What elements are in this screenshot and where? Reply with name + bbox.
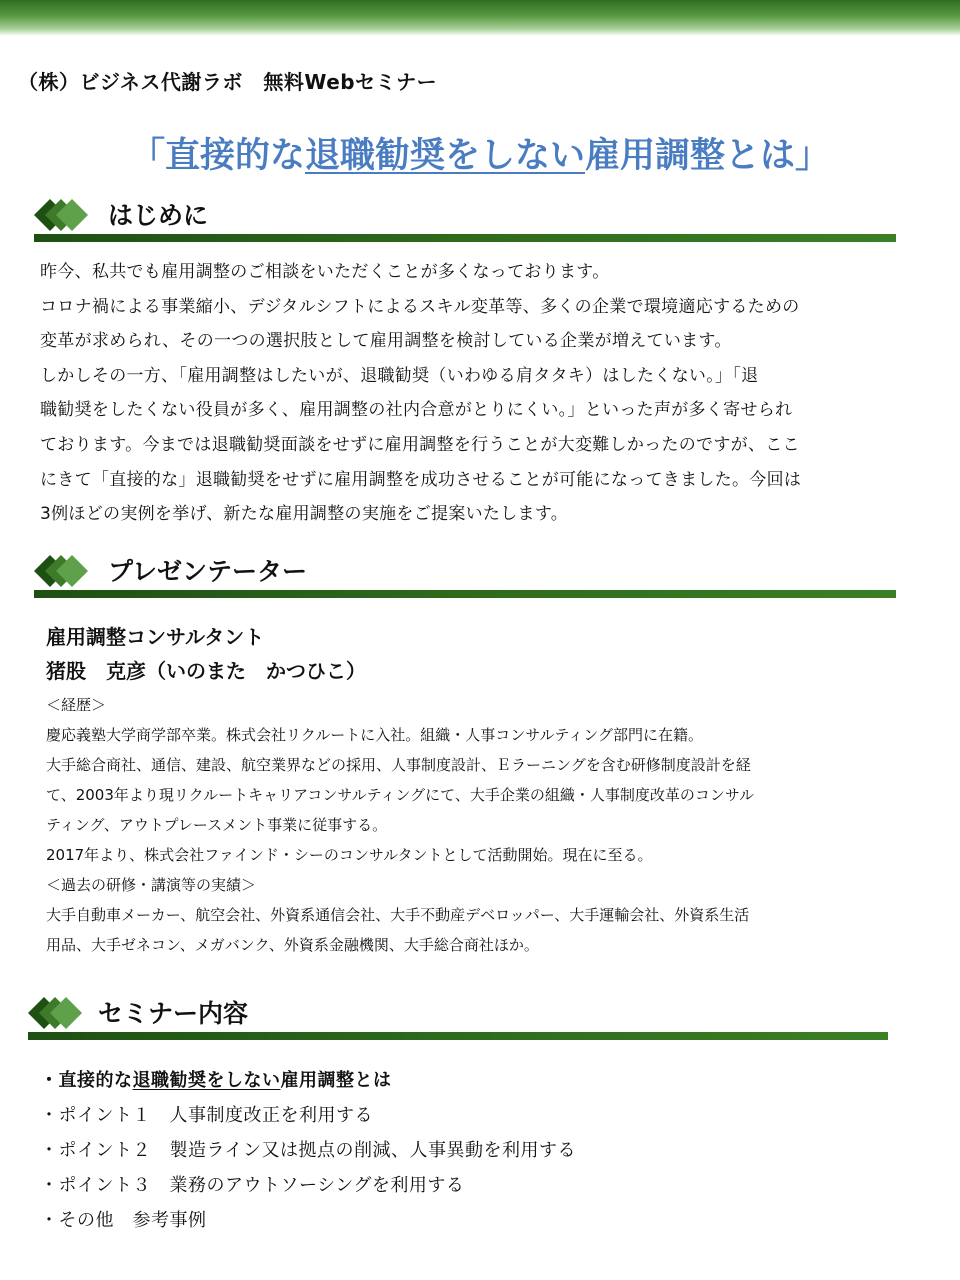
bio-line: ＜経歴＞ [46,696,107,714]
intro-line: 3例ほどの実例を挙げ、新たな雇用調整の実施をご提案いたします。 [40,504,569,525]
title-underlined: 退職勧奨をしない [304,136,585,176]
agenda-item: ・ポイント１ 人事制度改正を利用する [40,1105,373,1126]
presenter-profile [46,620,926,960]
bio-line: て、2003年より現リクルートキャリアコンサルティングにて、大手企業の組織・人事制度改革のコンサル [46,786,755,804]
intro-paragraph [40,255,930,532]
presenter-role: 雇用調整コンサルタント [46,625,265,649]
intro-line: しかしその一方、「雇用調整はしたいが、退職勧奨（いわゆる肩タタキ）はしたくない。」「退 [40,365,759,386]
section-divider [34,234,896,242]
section-content-title: セミナー内容 [98,999,249,1028]
section-presenter-header [34,552,896,600]
agenda-item [40,1063,576,1098]
diamond-bullets-icon [34,198,94,232]
presenter-bio [46,690,926,960]
section-content-header [28,994,888,1042]
bio-line: 用品、大手ゼネコン、メガバンク、外資系金融機関、大手総合商社ほか。 [46,936,539,954]
bio-line: 2017年より、株式会社ファインド・シーのコンサルタントとして活動開始。現在に至る。 [46,846,653,864]
diamond-bullets-icon [28,996,88,1030]
intro-line: 職勧奨をしたくない役員が多く、雇用調整の社内合意がとりにくい。」といった声が多く寄せられ [40,400,793,421]
intro-line: 昨今、私共でも雇用調整のご相談をいただくことが多くなっております。 [40,262,610,282]
agenda-item-underlined: 退職勧奨をしない [132,1070,281,1091]
section-presenter-title: プレゼンテーター [108,557,308,586]
section-divider [34,590,896,598]
section-intro-title: はじめに [108,201,209,230]
intro-line: コロナ禍による事業縮小、デジタルシフトによるスキル変革等、多くの企業で環境適応するための [40,296,800,317]
bio-line: 大手総合商社、通信、建設、航空業界などの採用、人事制度設計、Ｅラーニングを含む研修制度設計を経 [46,756,751,774]
agenda-item: ・その他 参考事例 [40,1210,207,1231]
bio-line: 慶応義塾大学商学部卒業。株式会社リクルートに入社。組織・人事コンサルティング部門に在籍。 [46,726,704,744]
title-close: 雇用調整とは」 [585,136,831,176]
bio-line: ティング、アウトプレースメント事業に従事する。 [46,816,388,834]
title-open: 「直接的な [129,136,305,176]
agenda-item: ・ポイント２ 製造ライン又は拠点の削減、人事異動を利用する [40,1140,576,1161]
seminar-agenda [40,1063,576,1238]
bio-line: 大手自動車メーカー、航空会社、外資系通信会社、大手不動産デベロッパー、大手運輸会社、外資系生活 [46,906,750,924]
page-title [0,128,960,178]
section-divider [28,1032,888,1040]
agenda-item: ・ポイント３ 業務のアウトソーシングを利用する [40,1175,465,1196]
intro-line: ております。今までは退職勧奨面談をせずに雇用調整を行うことが大変難しかったのですが、ここ [40,434,800,455]
agenda-item-prefix: ・直接的な [40,1070,133,1091]
organizer-header: （株）ビジネス代謝ラボ 無料Webセミナー [18,70,438,94]
section-intro-header [34,196,896,244]
intro-line: にきて「直接的な」退職勧奨をせずに雇用調整を成功させることが可能になってきました。今回は [40,469,802,490]
diamond-bullets-icon [34,554,94,588]
agenda-item-suffix: 雇用調整とは [280,1070,392,1091]
presenter-name: 猪股 克彦（いのまた かつひこ） [46,659,366,683]
bio-line: ＜過去の研修・講演等の実績＞ [46,876,257,894]
top-green-band [0,0,960,36]
intro-line: 変革が求められ、その一つの選択肢として雇用調整を検討している企業が増えています。 [40,331,732,352]
